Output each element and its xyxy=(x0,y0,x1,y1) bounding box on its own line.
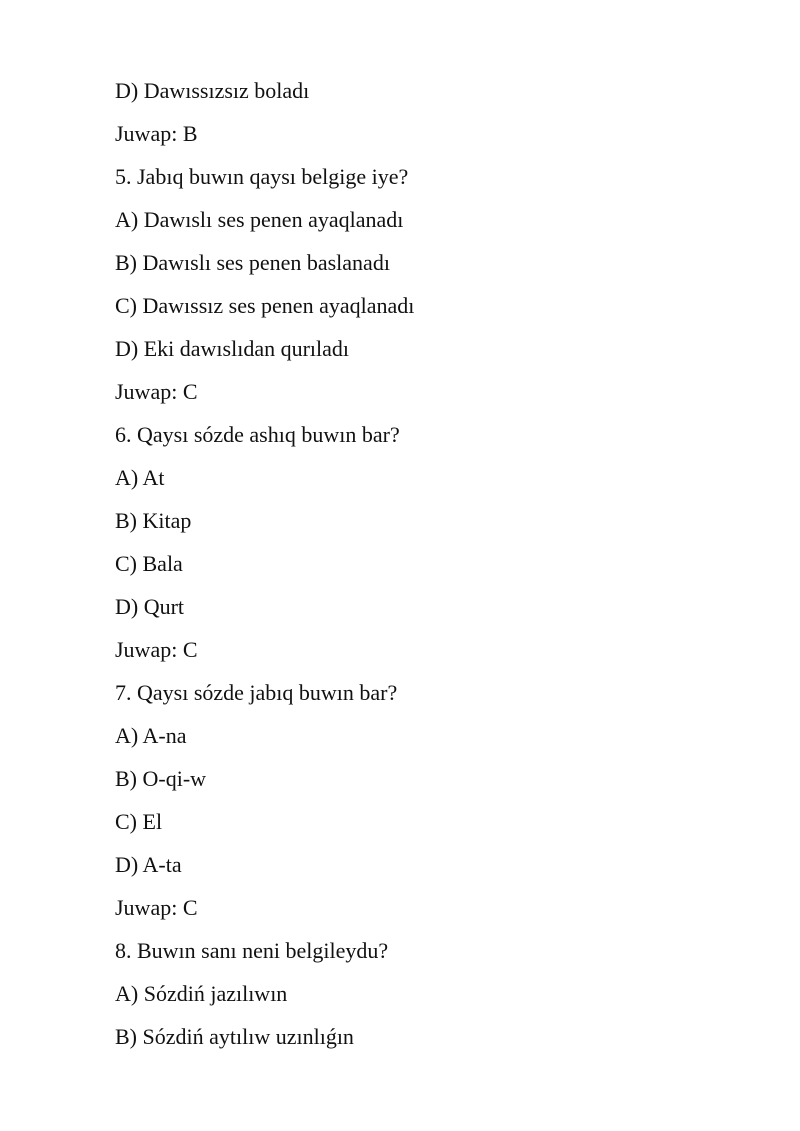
option-line: B) Sózdiń aytılıw uzınlıǵın xyxy=(115,1024,354,1049)
option-line: B) Dawıslı ses penen baslanadı xyxy=(115,250,390,275)
option-line: A) A-na xyxy=(115,723,187,748)
question-line: 6. Qaysı sózde ashıq buwın bar? xyxy=(115,422,400,447)
answer-line: Juwap: C xyxy=(115,895,198,920)
option-line: C) Bala xyxy=(115,551,183,576)
question-line: 5. Jabıq buwın qaysı belgige iye? xyxy=(115,164,409,189)
answer-line: Juwap: C xyxy=(115,379,198,404)
answer-line: Juwap: B xyxy=(115,121,198,146)
option-line: A) At xyxy=(115,465,165,490)
option-line: D) A-ta xyxy=(115,852,182,877)
option-line: D) Eki dawıslıdan qurıladı xyxy=(115,336,350,361)
option-line: C) Dawıssız ses penen ayaqlanadı xyxy=(115,293,415,318)
option-line: A) Sózdiń jazılıwın xyxy=(115,981,288,1006)
question-line: 8. Buwın sanı neni belgileydu? xyxy=(115,938,389,963)
question-line: 7. Qaysı sózde jabıq buwın bar? xyxy=(115,680,398,705)
option-line: A) Dawıslı ses penen ayaqlanadı xyxy=(115,207,404,232)
option-line: B) Kitap xyxy=(115,508,192,533)
option-line: D) Qurt xyxy=(115,594,185,619)
answer-line: Juwap: C xyxy=(115,637,198,662)
option-line: C) El xyxy=(115,809,163,834)
option-line: D) Dawıssızsız boladı xyxy=(115,78,310,103)
option-line: B) O-qi-w xyxy=(115,766,207,791)
